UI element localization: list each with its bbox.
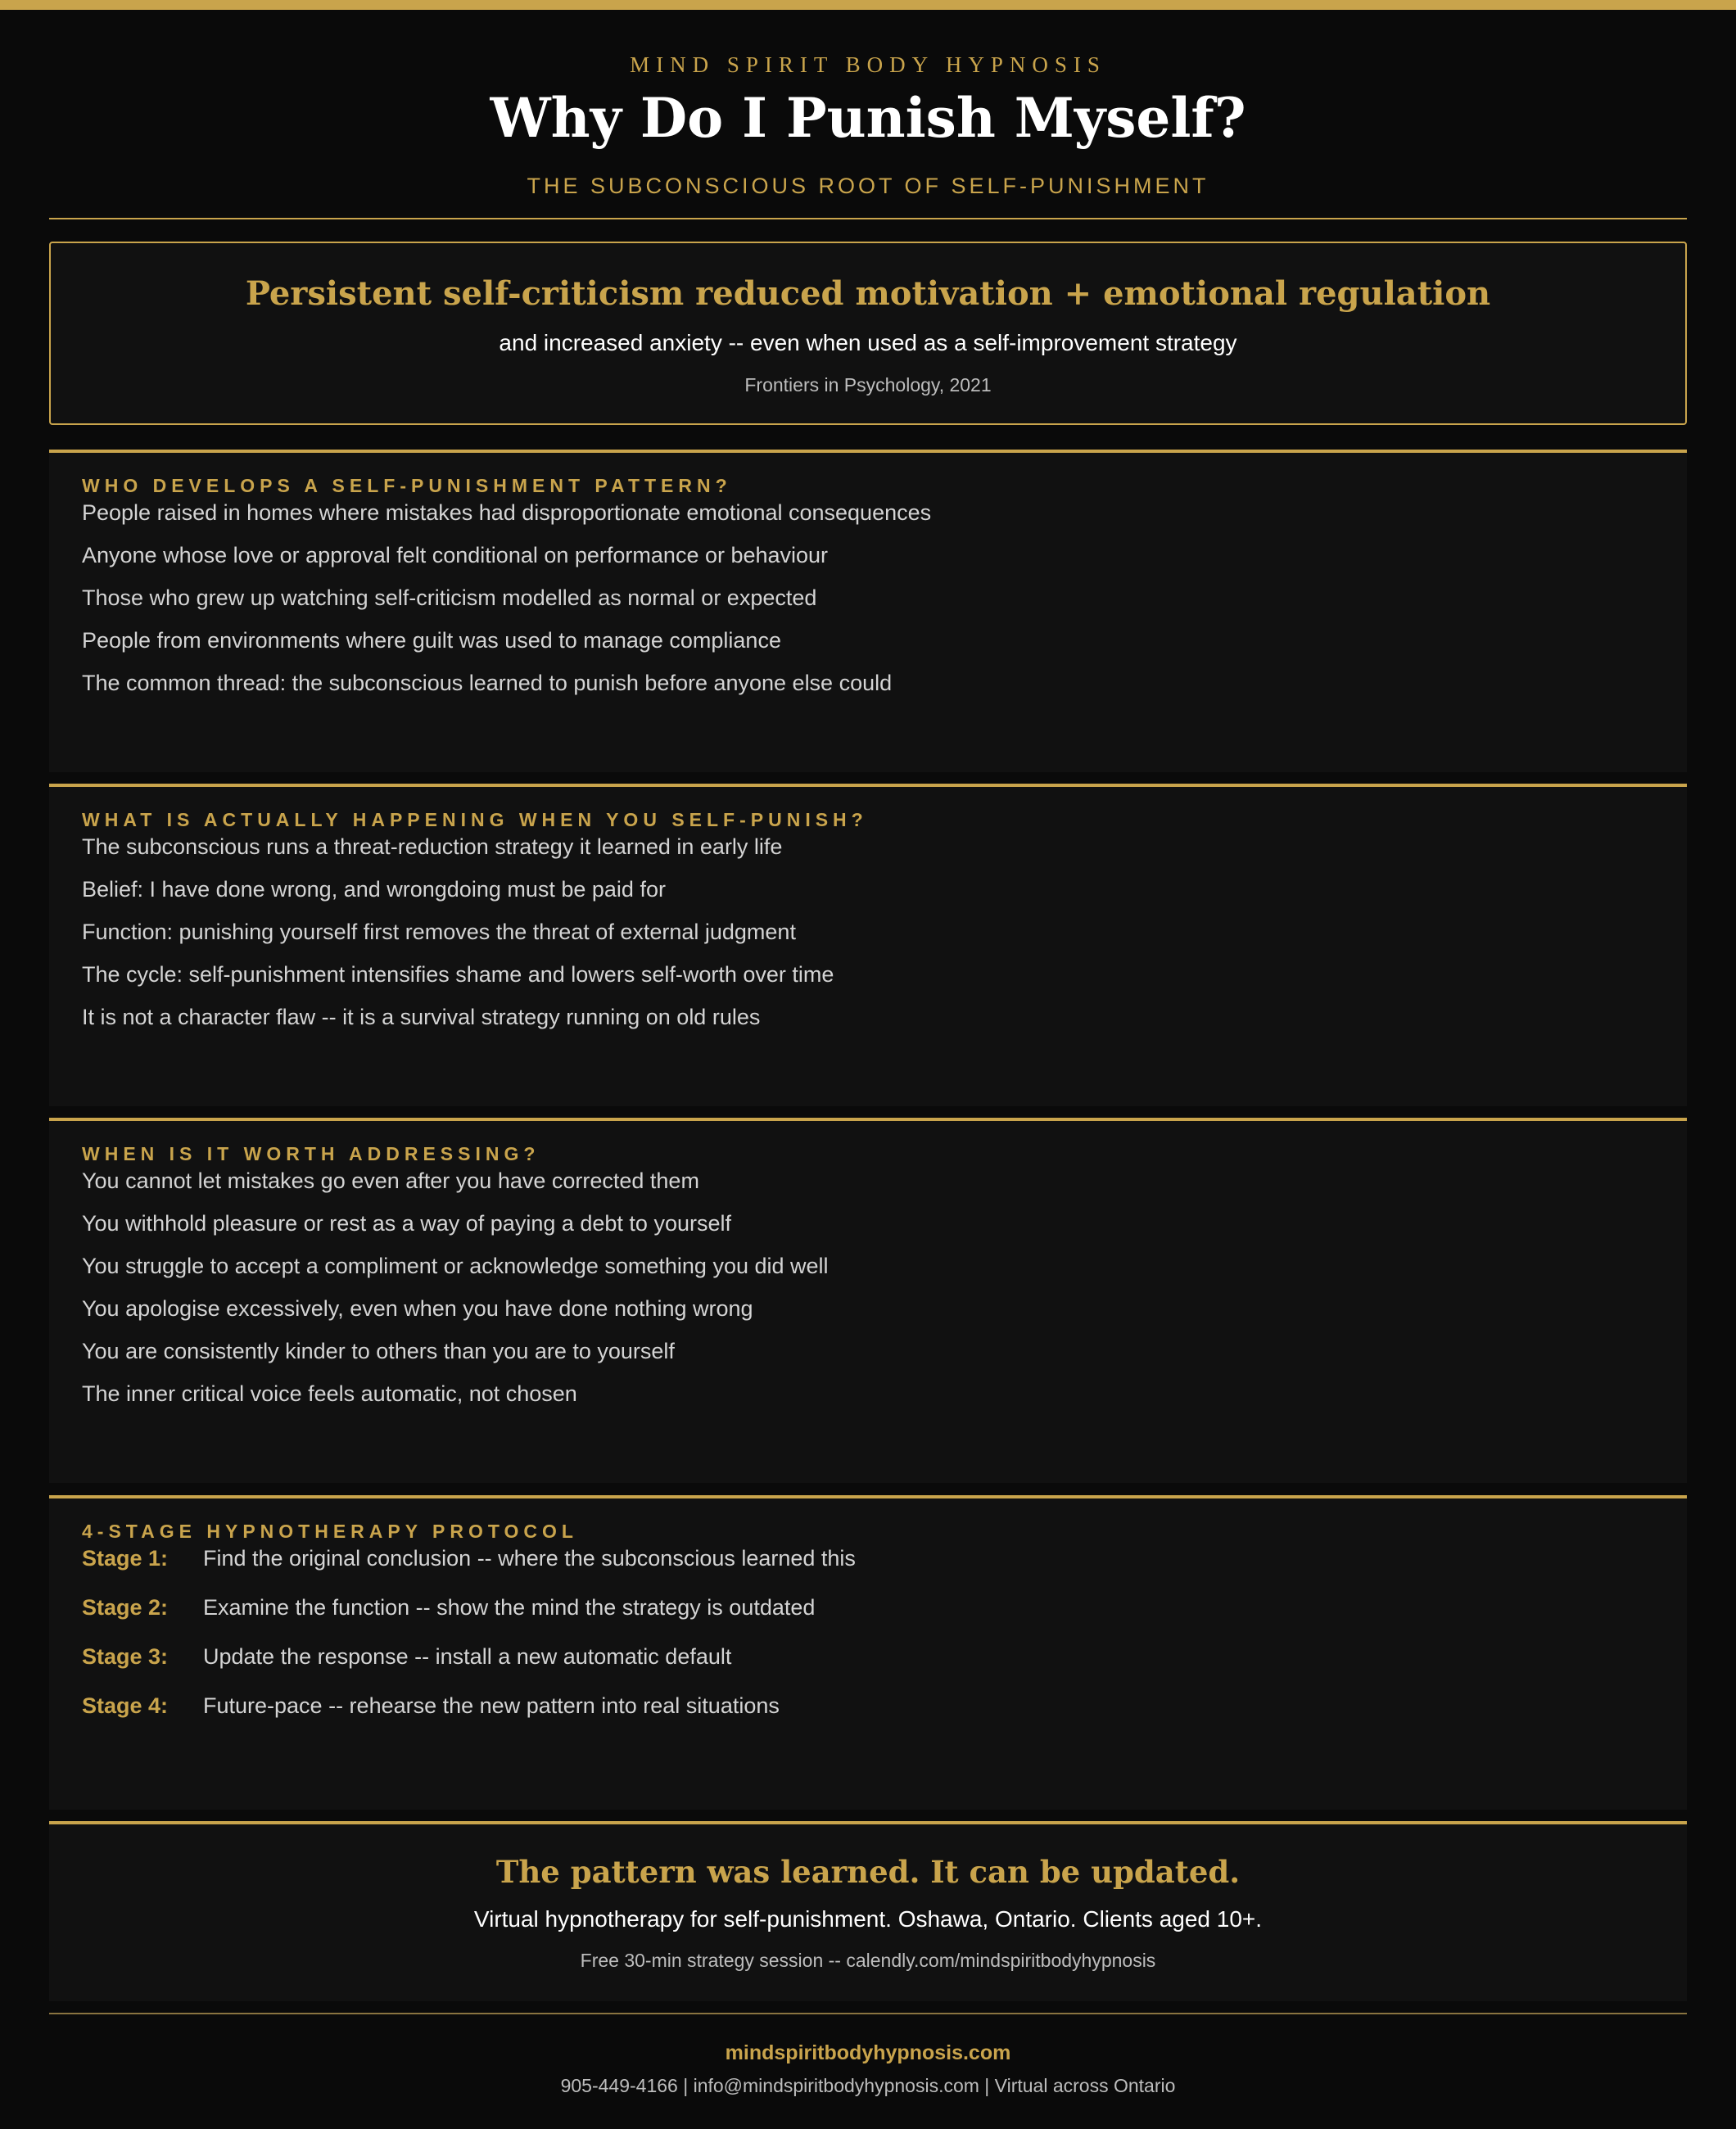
list-item: The common thread: the subconscious learned to punish before anyone else could — [82, 671, 893, 695]
section-list — [82, 834, 834, 1046]
stage-label: Stage 4: — [82, 1693, 169, 1718]
website-link[interactable]: mindspiritbodyhypnosis.com — [725, 2041, 1011, 2064]
call-to-action — [49, 1821, 1687, 2001]
stage-label: Stage 3: — [82, 1644, 169, 1669]
stage-label: Stage 1: — [82, 1546, 169, 1571]
list-item: Anyone whose love or approval felt conditional on performance or behaviour — [82, 543, 829, 567]
list-item: Belief: I have done wrong, and wrongdoing must be paid for — [82, 877, 666, 902]
section-protocol — [49, 1495, 1687, 1810]
stage-row — [82, 1545, 856, 1594]
stage-row — [82, 1643, 856, 1693]
section-title: WHO DEVELOPS A SELF-PUNISHMENT PATTERN? — [82, 475, 732, 496]
stage-row — [82, 1594, 856, 1643]
stage-text: Update the response -- install a new automatic default — [203, 1644, 732, 1669]
page-subtitle: THE SUBCONSCIOUS ROOT OF SELF-PUNISHMENT — [527, 174, 1209, 198]
list-item: The subconscious runs a threat-reduction strategy it learned in early life — [82, 834, 783, 859]
section-what-happening — [49, 784, 1687, 1106]
list-item: People raised in homes where mistakes had disproportionate emotional consequences — [82, 500, 932, 525]
top-accent-bar — [0, 0, 1736, 10]
stat-source: Frontiers in Psychology, 2021 — [744, 374, 992, 396]
footer-divider — [49, 2013, 1687, 2014]
page-title: Why Do I Punish Myself? — [490, 86, 1246, 150]
section-title: 4-STAGE HYPNOTHERAPY PROTOCOL — [82, 1521, 578, 1542]
section-list — [82, 499, 931, 712]
header-divider — [49, 218, 1687, 219]
list-item: It is not a character flaw -- it is a survival strategy running on old rules — [82, 1005, 761, 1029]
list-item: Those who grew up watching self-criticism modelled as normal or expected — [82, 585, 817, 610]
stage-list — [82, 1545, 856, 1742]
stage-text: Future-pace -- rehearse the new pattern into real situations — [203, 1693, 780, 1718]
stage-row — [82, 1693, 856, 1742]
stat-subline: and increased anxiety -- even when used as a self-improvement strategy — [499, 330, 1237, 355]
list-item: Function: punishing yourself first removes the threat of external judgment — [82, 920, 796, 944]
section-title: WHAT IS ACTUALLY HAPPENING WHEN YOU SELF-PUNISH? — [82, 809, 868, 830]
stage-label: Stage 2: — [82, 1595, 169, 1620]
stat-headline: Persistent self-criticism reduced motivation + emotional regulation — [245, 274, 1491, 313]
contact-info: 905-449-4166 | info@mindspiritbodyhypnosis.com | Virtual across Ontario — [560, 2075, 1176, 2096]
list-item: The cycle: self-punishment intensifies shame and lowers self-worth over time — [82, 962, 834, 987]
list-item: You withhold pleasure or rest as a way of paying a debt to yourself — [82, 1211, 731, 1236]
list-item: You struggle to accept a compliment or acknowledge something you did well — [82, 1254, 829, 1278]
section-when-addressing — [49, 1118, 1687, 1483]
list-item: You cannot let mistakes go even after you have corrected them — [82, 1168, 699, 1193]
section-list — [82, 1168, 829, 1423]
cta-headline: The pattern was learned. It can be updated. — [495, 1854, 1241, 1890]
stage-text: Examine the function -- show the mind the strategy is outdated — [203, 1595, 816, 1620]
cta-subline: Virtual hypnotherapy for self-punishment. Oshawa, Ontario. Clients aged 10+. — [473, 1906, 1263, 1932]
stage-text: Find the original conclusion -- where the subconscious learned this — [203, 1546, 856, 1571]
list-item: You are consistently kinder to others than you are to yourself — [82, 1339, 675, 1363]
list-item: People from environments where guilt was used to manage compliance — [82, 628, 781, 653]
brand-name: MIND SPIRIT BODY HYPNOSIS — [630, 52, 1106, 77]
list-item: You apologise excessively, even when you have done nothing wrong — [82, 1296, 753, 1321]
section-who-develops — [49, 450, 1687, 772]
list-item: The inner critical voice feels automatic, not chosen — [82, 1381, 577, 1406]
section-title: WHEN IS IT WORTH ADDRESSING? — [82, 1143, 540, 1164]
booking-link[interactable]: Free 30-min strategy session -- calendly.com/mindspiritbodyhypnosis — [580, 1950, 1156, 1971]
research-stat-box — [49, 242, 1687, 425]
